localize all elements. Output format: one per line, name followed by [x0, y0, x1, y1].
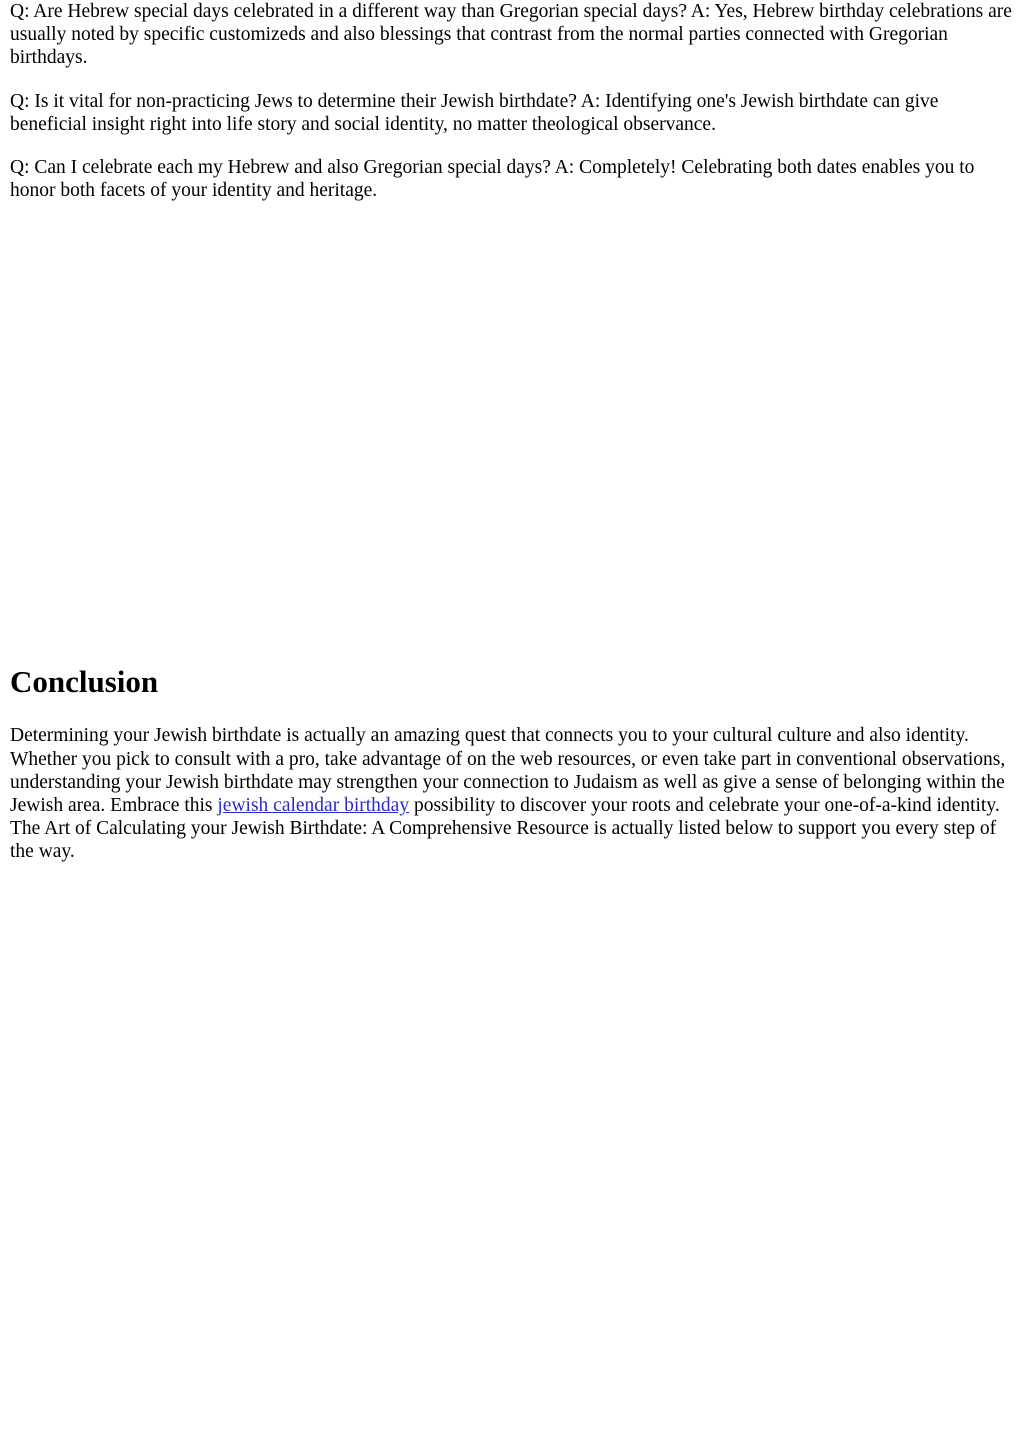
faq-section: [10, 0, 1016, 202]
faq-item-hebrew-vs-gregorian: Q: Are Hebrew special days celebrated in a different way than Gregorian special days? A: Yes, Hebrew birthday celebrations are usually noted by specific customizeds and also blessings that contrast from the normal parties connected with Gregorian birthdays.: [10, 1, 1012, 69]
faq-item-celebrate-both: Q: Can I celebrate each my Hebrew and also Gregorian special days? A: Completely! Celebrating both dates enables you to honor both facets of your identity and heritage.: [10, 157, 975, 202]
conclusion-text-after-link: possibility to discover your roots and celebrate your one-of-a-kind identity. The Art of Calculating your Jewish Birthdate: A Comprehensive Resource is actually listed below to support you every step of the way.: [10, 795, 1000, 863]
conclusion-text-before-link: Determining your Jewish birthdate is actually an amazing quest that connects you to your cultural culture and also identity. Whether you pick to consult with a pro, take advantage of on the web resources, or even take part in conventional observations, understanding your Jewish birthdate may strengthen your connection to Judaism as well as give a sense of belonging within the Jewish area. Embrace this: [10, 725, 1006, 817]
conclusion-heading: Conclusion: [10, 664, 159, 700]
conclusion-paragraph: [10, 724, 1016, 863]
blank-space: [10, 222, 1016, 664]
jewish-calendar-birthday-link[interactable]: jewish calendar birthday: [217, 795, 410, 817]
faq-item-non-practicing: Q: Is it vital for non-practicing Jews to determine their Jewish birthdate? A: Identifying one's Jewish birthdate can give beneficial insight right into life story and social identity, no matter theological observance.: [10, 90, 939, 135]
document-page: [10, 0, 1016, 864]
